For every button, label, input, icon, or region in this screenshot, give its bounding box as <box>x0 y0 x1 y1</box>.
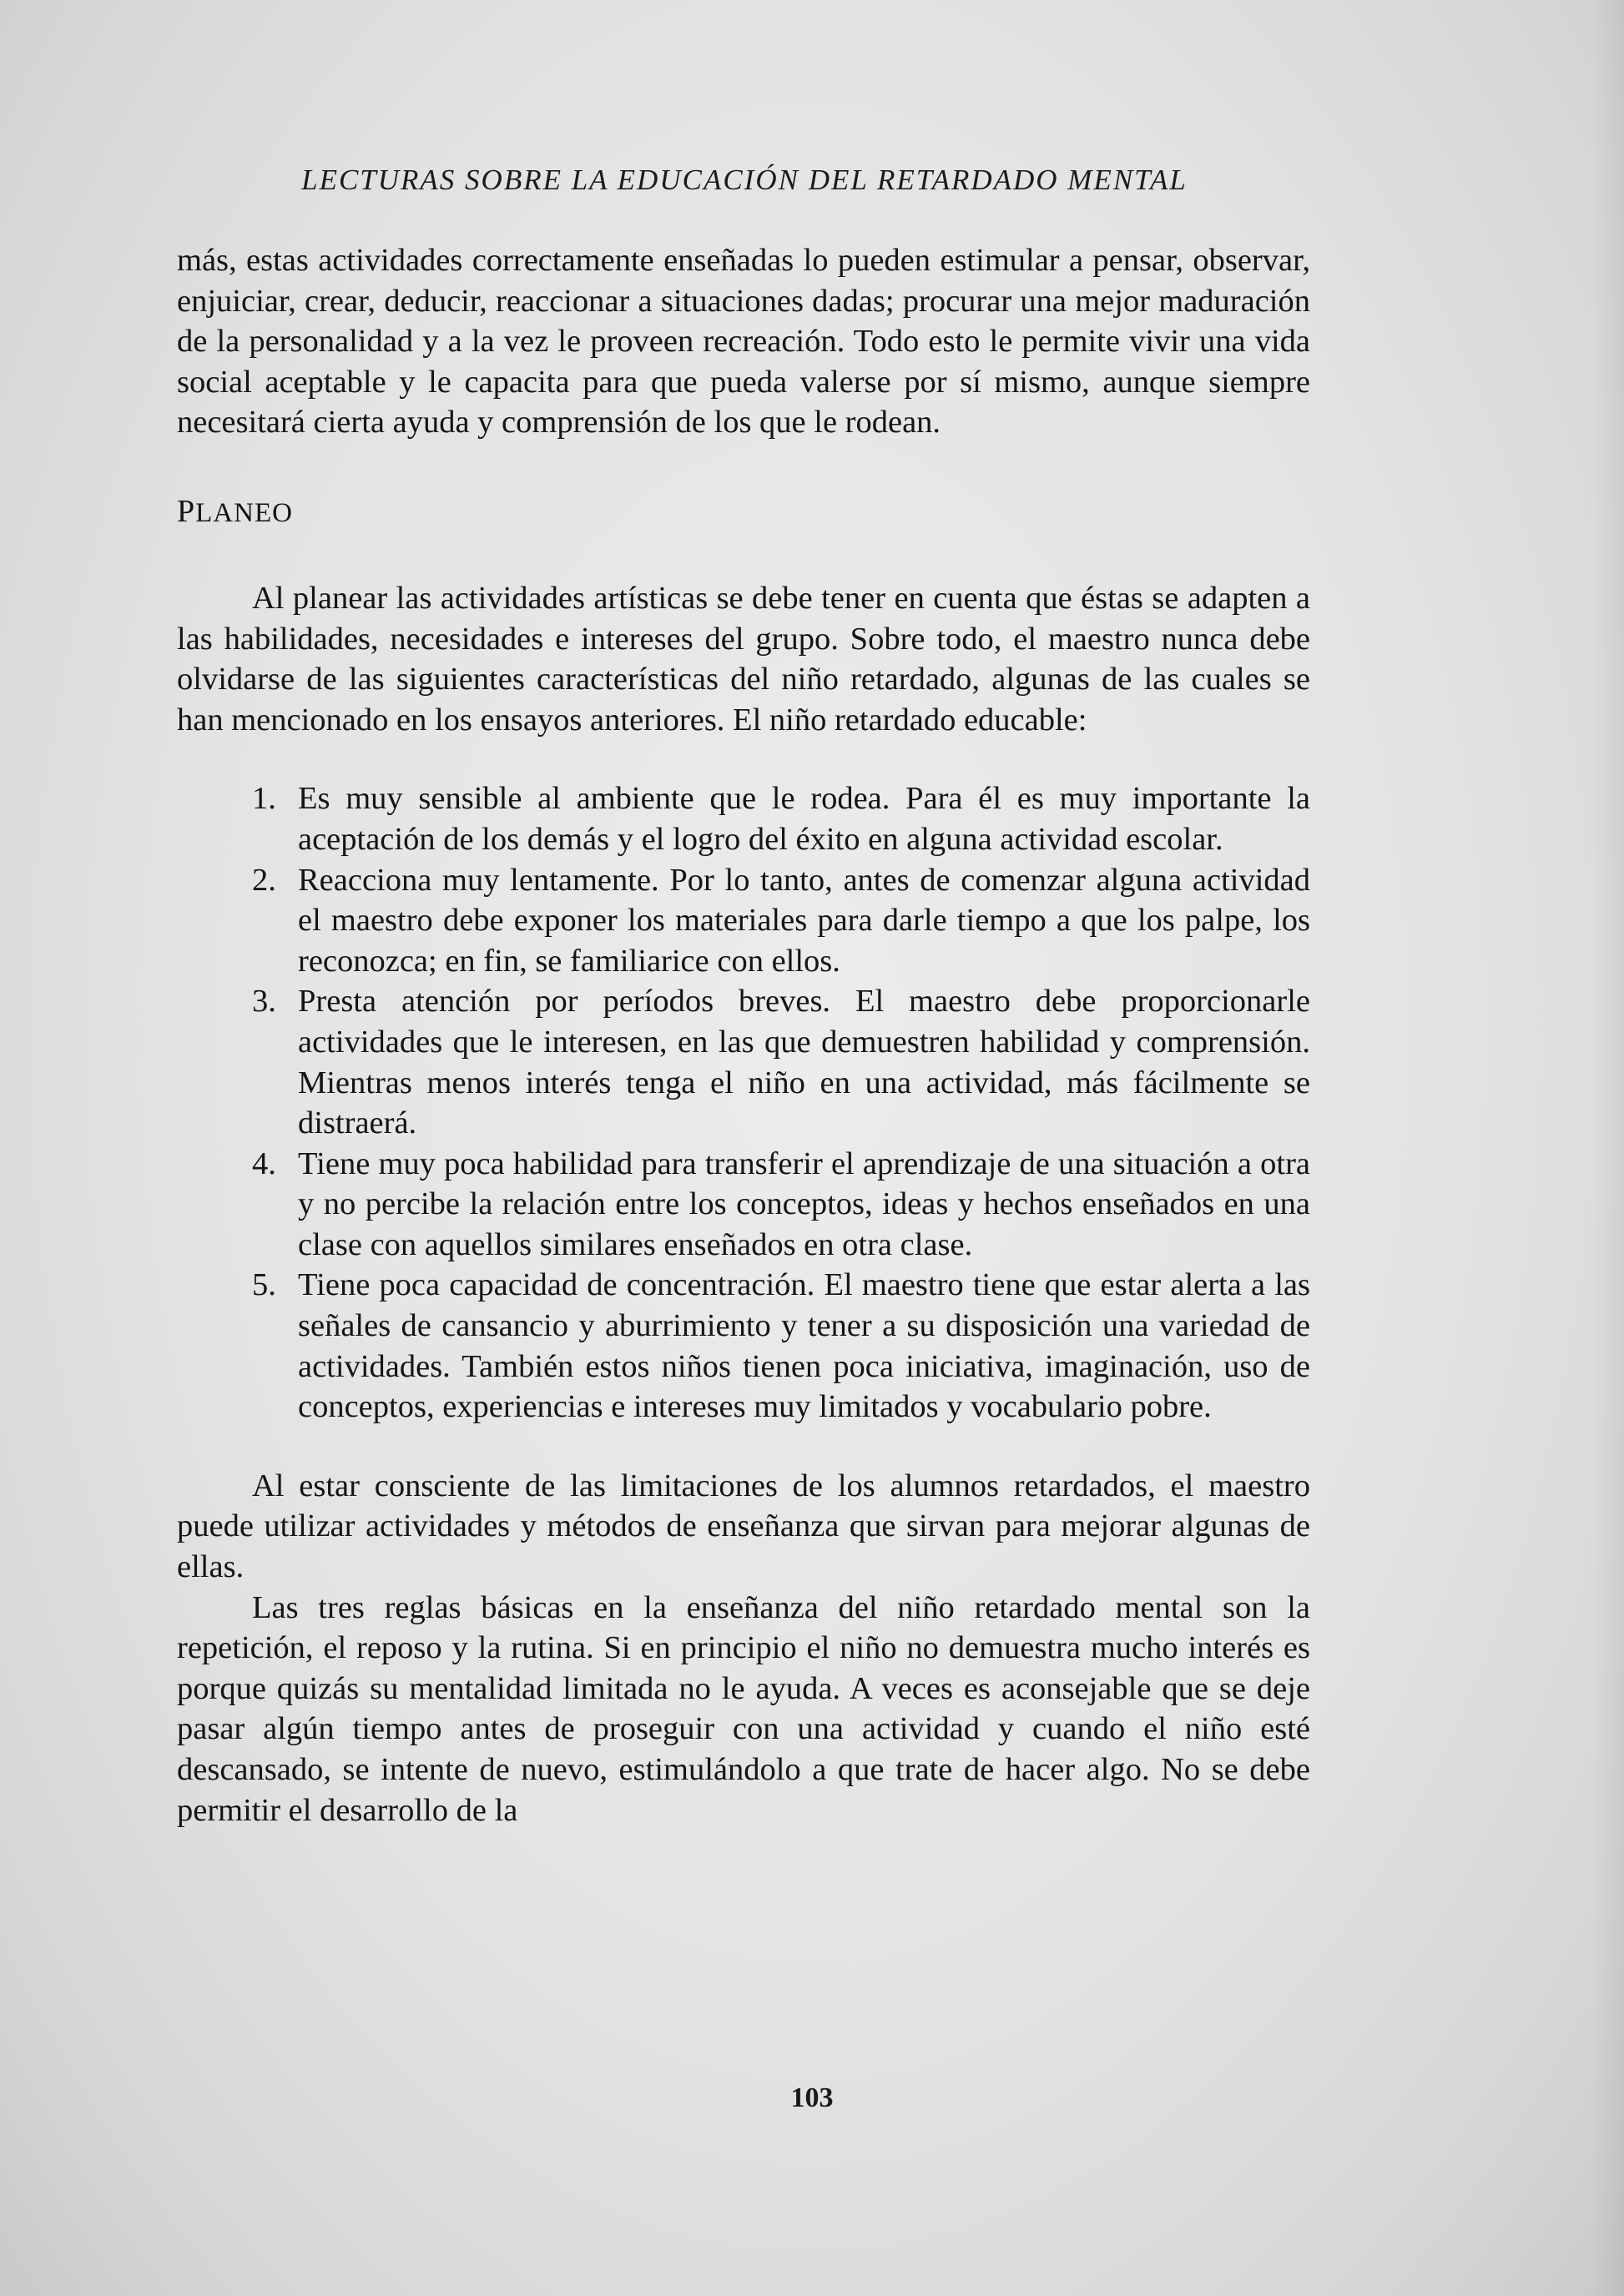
list-item-number: 2. <box>252 862 276 898</box>
planeo-paragraph: Al planear las actividades artísticas se debe tener en cuenta que éstas se adapten a las habilidades, necesidades e intereses del grupo. Sobre todo, el maestro nunca debe olvidarse de las siguientes características del niño retardado, algunas de las cuales se han mencionado en los ensayos anteriores. El niño retardado educable: <box>177 580 1310 738</box>
list-item <box>177 860 1310 982</box>
intro-paragraph: más, estas actividades correctamente enseñadas lo pueden estimular a pensar, observar, enjuiciar, crear, deducir, reaccionar a situaciones dadas; procurar una mejor maduración de la personalidad y a la vez le proveen recreación. Todo esto le permite vivir una vida social aceptable y le capacita para que pueda valerse por sí mismo, aunque siempre necesitará cierta ayuda y comprensión de los que le rodean. <box>177 243 1310 441</box>
list-item-number: 1. <box>252 781 276 817</box>
list-item <box>177 1265 1310 1427</box>
body-text <box>177 240 1310 1830</box>
closing-paragraph-2: Las tres reglas básicas en la enseñanza del niño retardado mental son la repetición, el reposo y la rutina. Si en principio el niño no demuestra mucho interés es porque quizás su mentalidad limitada no le ayuda. A veces es aconsejable que se deje pasar algún tiempo antes de proseguir con una actividad y cuando el niño esté descansado, se intente de nuevo, estimulándolo a que trate de hacer algo. No se debe permitir el desarrollo de la <box>177 1589 1310 1828</box>
list-item <box>177 981 1310 1143</box>
page-edge-shadow <box>1591 0 1624 2296</box>
list-item-number: 4. <box>252 1145 276 1181</box>
list-item-text: Tiene poca capacidad de concentración. El maestro tiene que estar alerta a las señales de cansancio y aburrimiento y tener a su disposición una variedad de actividades. También estos niños tienen poca iniciativa, imaginación, uso de conceptos, experiencias e intereses muy limitados y vocabulario pobre. <box>298 1267 1310 1425</box>
characteristics-list <box>177 778 1310 1427</box>
section-heading-initial: P <box>177 493 196 529</box>
list-item-text: Es muy sensible al ambiente que le rodea. Para él es muy importante la aceptación de los demás y el logro del éxito en alguna actividad escolar. <box>298 781 1310 857</box>
running-head: LECTURAS SOBRE LA EDUCACIÓN DEL RETARDADO MENTAL <box>301 164 1188 196</box>
section-heading-rest: LANEO <box>195 497 293 528</box>
list-item <box>177 1144 1310 1266</box>
list-item-number: 3. <box>252 984 276 1020</box>
section-heading <box>177 491 1310 533</box>
list-item <box>177 778 1310 859</box>
list-item-number: 5. <box>252 1267 276 1303</box>
list-item-text: Tiene muy poca habilidad para transferir el aprendizaje de una situación a otra y no percibe la relación entre los conceptos, ideas y hechos enseñados en una clase con aquellos similares enseñados en otra clase. <box>298 1145 1310 1262</box>
list-item-text: Presta atención por períodos breves. El maestro debe proporcionarle actividades que le interesen, en las que demuestren habilidad y comprensión. Mientras menos interés tenga el niño en una actividad, más fácilmente se distraerá. <box>298 984 1310 1141</box>
page-number: 103 <box>790 2082 834 2113</box>
closing-paragraph-1: Al estar consciente de las limitaciones de los alumnos retardados, el maestro puede utilizar actividades y métodos de enseñanza que sirvan para mejorar algunas de ellas. <box>177 1468 1310 1585</box>
list-item-text: Reacciona muy lentamente. Por lo tanto, antes de comenzar alguna actividad el maestro debe exponer los materiales para darle tiempo a que los palpe, los reconozca; en fin, se familiarice con ellos. <box>298 862 1310 979</box>
